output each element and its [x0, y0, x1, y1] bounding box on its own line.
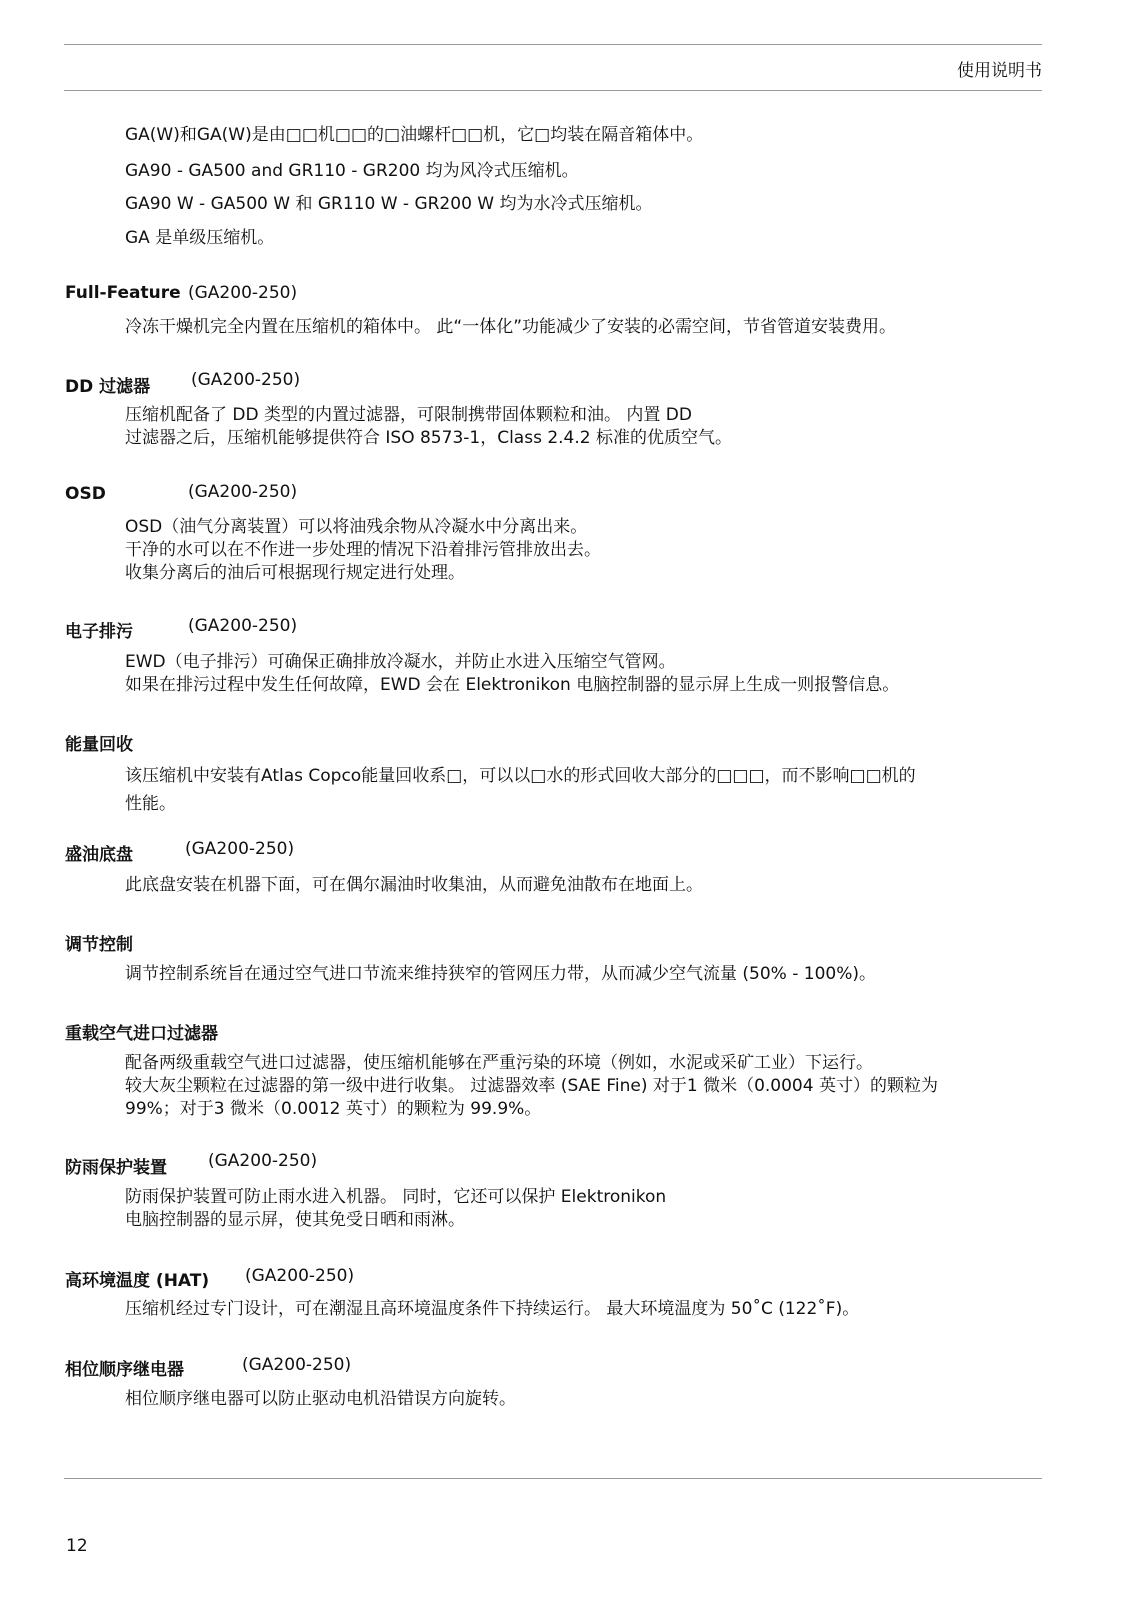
footer-rule [64, 1478, 1042, 1479]
section-body [125, 1186, 1025, 1232]
body-line: 收集分离后的油后可根据现行规定进行处理。 [125, 563, 465, 583]
body-line: 如果在排污过程中发生任何故障，EWD 会在 Elektronikon 电脑控制器的显示屏上生成一则报警信息。 [125, 675, 900, 695]
intro-line: GA 是单级压缩机。 [125, 228, 275, 248]
body-line: 调节控制系统旨在通过空气进口节流来维持狭窄的管网压力带，从而减少空气流量 (50% - 100%)。 [125, 964, 876, 984]
section-model: (GA200-250) [208, 1151, 318, 1171]
page-number: 12 [66, 1536, 88, 1556]
section-body [125, 316, 1025, 339]
body-line: 较大灰尘颗粒在过滤器的第一级中进行收集。 过滤器效率 (SAE Fine) 对于1 微米（0.0004 英寸）的颗粒为 [125, 1076, 938, 1096]
section-body [125, 404, 1025, 450]
body-line: 配备两级重载空气进口过滤器，使压缩机能够在严重污染的环境（例如，水泥或采矿工业）下运行。 [125, 1053, 873, 1073]
body-line: 干净的水可以在不作进一步处理的情况下沿着排污管排放出去。 [125, 540, 601, 560]
body-line: 防雨保护装置可防止雨水进入机器。 同时，它还可以保护 Elektronikon [125, 1187, 667, 1207]
section-title: 能量回收 [65, 735, 133, 755]
section-model: (GA200-250) [191, 370, 301, 390]
section-title: 高环境温度 (HAT) [65, 1271, 210, 1291]
section-body [125, 762, 1025, 818]
header-rule-bottom [64, 90, 1042, 91]
section-model: (GA200-250) [245, 1266, 355, 1286]
body-line: 此底盘安装在机器下面，可在偶尔漏油时收集油，从而避免油散布在地面上。 [125, 875, 703, 895]
section-model: (GA200-250) [242, 1355, 352, 1375]
document-header-title: 使用说明书 [957, 61, 1042, 81]
section-title: 重载空气进口过滤器 [65, 1024, 218, 1044]
body-line: 压缩机配备了 DD 类型的内置过滤器，可限制携带固体颗粒和油。 内置 DD [125, 405, 692, 425]
header-rule-top [64, 44, 1042, 45]
body-line: 99%；对于3 微米（0.0012 英寸）的颗粒为 99.9%。 [125, 1099, 542, 1119]
section-title: 电子排污 [65, 622, 133, 642]
body-line: 性能。 [125, 794, 176, 814]
section-title: DD 过滤器 [65, 377, 151, 397]
section-body [125, 516, 1025, 585]
section-body [125, 1052, 1025, 1121]
body-line: 冷冻干燥机完全内置在压缩机的箱体中。 此“一体化”功能减少了安装的必需空间，节省管道安装费用。 [125, 317, 897, 337]
body-line: 压缩机经过专门设计，可在潮湿且高环境温度条件下持续运行。 最大环境温度为 50˚C (122˚F)。 [125, 1299, 860, 1319]
intro-line: GA90 - GA500 and GR110 - GR200 均为风冷式压缩机。 [125, 161, 579, 181]
section-body [125, 874, 1025, 897]
section-body [125, 1298, 1025, 1321]
section-body [125, 963, 1025, 986]
body-line: OSD（油气分离装置）可以将油残余物从冷凝水中分离出来。 [125, 517, 588, 537]
section-model: (GA200-250) [188, 616, 298, 636]
section-title: 防雨保护装置 [65, 1158, 167, 1178]
intro-line: GA90 W - GA500 W 和 GR110 W - GR200 W 均为水冷式压缩机。 [125, 194, 653, 214]
section-title: 调节控制 [65, 935, 133, 955]
section-title: 盛油底盘 [65, 845, 133, 865]
section-model: (GA200-250) [188, 283, 298, 303]
section-title: Full-Feature [65, 283, 181, 303]
body-line: EWD（电子排污）可确保正确排放冷凝水，并防止水进入压缩空气管网。 [125, 652, 676, 672]
section-title: OSD [65, 484, 106, 504]
section-body [125, 651, 1025, 697]
body-line: 电脑控制器的显示屏，使其免受日晒和雨淋。 [125, 1210, 465, 1230]
body-line: 相位顺序继电器可以防止驱动电机沿错误方向旋转。 [125, 1389, 516, 1409]
intro-line: GA(W)和GA(W)是由□□机□□的□油螺杆□□机，它□均装在隔音箱体中。 [125, 125, 704, 145]
section-body [125, 1388, 1025, 1411]
body-line: 该压缩机中安装有Atlas Copco能量回收系□，可以以□水的形式回收大部分的□□□，而不影响□□机的 [125, 766, 916, 786]
section-model: (GA200-250) [188, 482, 298, 502]
body-line: 过滤器之后，压缩机能够提供符合 ISO 8573-1，Class 2.4.2 标准的优质空气。 [125, 428, 732, 448]
section-model: (GA200-250) [185, 839, 295, 859]
section-title: 相位顺序继电器 [65, 1360, 184, 1380]
